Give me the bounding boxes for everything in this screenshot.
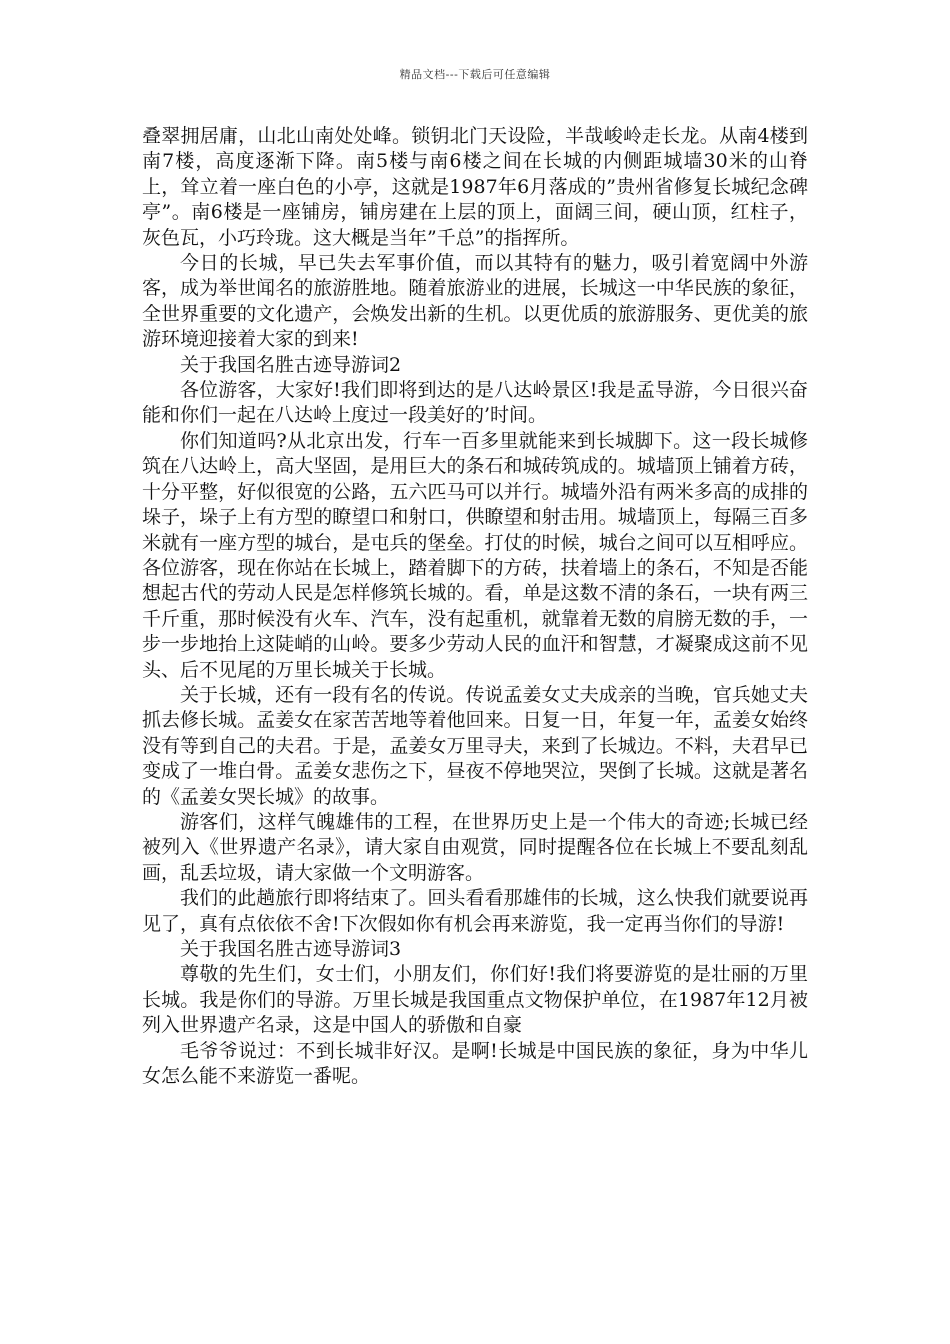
paragraph: 各位游客，大家好!我们即将到达的是八达岭景区!我是孟导游，今日很兴奋能和你们一起在八达岭上度过一段美好的’时间。 — [142, 379, 808, 427]
paragraph: 你们知道吗?从北京出发，行车一百多里就能来到长城脚下。这一段长城修筑在八达岭上，高大坚固，是用巨大的条石和城砖筑成的。城墙顶上铺着方砖，十分平整，好似很宽的公路，五六匹马可以并行。城墙外沿有两米多高的成排的垛子，垛子上有方型的瞭望口和射口，供瞭望和射击用。城墙顶上，每隔三百多米就有一座方型的城台，是屯兵的堡垒。打仗的时候，城台之间可以互相呼应。各位游客，现在你站在长城上，踏着脚下的方砖，扶着墙上的条石，不知是否能想起古代的劳动人民是怎样修筑长城的。看，单是这数不清的条石，一块有两三千斤重，那时候没有火车、汽车，没有起重机，就靠着无数的肩膀无数的手，一步一步地抬上这陡峭的山岭。要多少劳动人民的血汗和智慧，才凝聚成这前不见头、后不见尾的万里长城关于长城。 — [142, 429, 808, 681]
paragraph: 我们的此趟旅行即将结束了。回头看看那雄伟的长城，这么快我们就要说再见了，真有点依依不舍!下次假如你有机会再来游览，我一定再当你们的导游! — [142, 887, 808, 935]
paragraph: 叠翠拥居庸，山北山南处处峰。锁钥北门天设险，半哉峻岭走长龙。从南4楼到南7楼，高度逐渐下降。南5楼与南6楼之间在长城的内侧距城墙30米的山脊上，耸立着一座白色的小亭，这就是1987年6月落成的”贵州省修复长城纪念碑亭”。南6楼是一座铺房，铺房建在上层的顶上，面阔三间，硬山顶，红柱子，灰色瓦，小巧玲珑。这大概是当年”千总”的指挥所。 — [142, 125, 808, 249]
paragraph: 游客们，这样气魄雄伟的工程，在世界历史上是一个伟大的奇迹;长城已经被列入《世界遗产名录》，请大家自由观赏，同时提醒各位在长城上不要乱刻乱画，乱丢垃圾，请大家做一个文明游客。 — [142, 810, 808, 884]
section-heading: 关于我国名胜古迹导游词2 — [180, 353, 402, 376]
section-heading: 关于我国名胜古迹导游词3 — [180, 938, 402, 960]
document-body — [142, 124, 808, 1089]
paragraph: 今日的长城，早已失去军事价值，而以其特有的魅力，吸引着宽阔中外游客，成为举世闻名的旅游胜地。随着旅游业的进展，长城这一中华民族的象征，全世界重要的文化遗产，会焕发出新的生机。以更优质的旅游服务、更优美的旅游环境迎接着大家的到来! — [142, 252, 808, 351]
page-header: 精品文档---下载后可任意编辑 — [399, 68, 551, 81]
paragraph: 毛爷爷说过：不到长城非好汉。是啊!长城是中国民族的象征，身为中华儿女怎么能不来游览一番呢。 — [142, 1039, 808, 1088]
paragraph: 尊敬的先生们，女士们，小朋友们，你们好!我们将要游览的是壮丽的万里长城。我是你们的导游。万里长城是我国重点文物保护单位，在1987年12月被列入世界遗产名录，这是中国人的骄傲和自豪 — [142, 963, 808, 1037]
paragraph: 关于长城，还有一段有名的传说。传说孟姜女丈夫成亲的当晚，官兵她丈夫抓去修长城。孟姜女在家苦苦地等着他回来。日复一日，年复一年，孟姜女始终没有等到自己的夫君。于是，孟姜女万里寻夫，来到了长城边。不料，夫君早已变成了一堆白骨。孟姜女悲伤之下，昼夜不停地哭泣，哭倒了长城。这就是著名的《孟姜女哭长城》的故事。 — [142, 683, 808, 808]
